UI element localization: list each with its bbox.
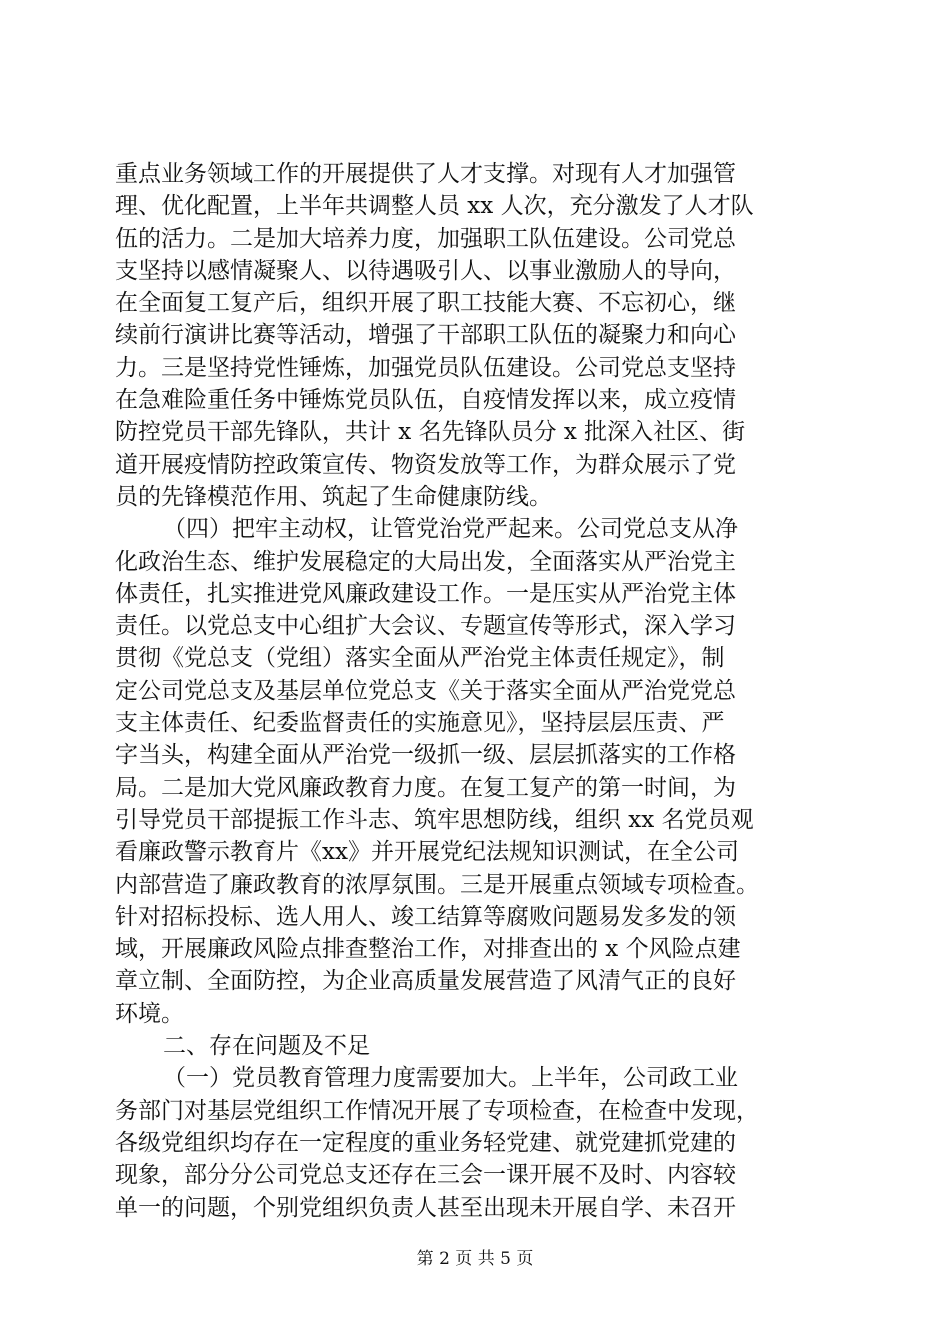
text-line: 引导党员干部提振工作斗志、筑牢思想防线，组织 xx 名党员观 — [115, 806, 754, 833]
text-line: 务部门对基层党组织工作情况开展了专项检查，在检查中发现， — [115, 1097, 759, 1124]
text-line: 化政治生态、维护发展稳定的大局出发，全面落实从严治党主 — [115, 548, 736, 575]
text-line: 单一的问题，个别党组织负责人甚至出现未开展自学、未召开 — [115, 1194, 736, 1221]
text-line: 在全面复工复产后，组织开展了职工技能大赛、不忘初心，继 — [115, 290, 736, 317]
text-line: 体责任，扎实推进党风廉政建设工作。一是压实从严治党主体 — [115, 580, 736, 607]
text-line: 字当头，构建全面从严治党一级抓一级、层层抓落实的工作格 — [115, 742, 736, 769]
text-line: 定公司党总支及基层单位党总支《关于落实全面从严治党党总 — [115, 677, 736, 704]
text-line: 支坚持以感情凝聚人、以待遇吸引人、以事业激励人的导向， — [115, 257, 736, 284]
text-line: 域，开展廉政风险点排查整治工作，对排查出的 x 个风险点建 — [115, 936, 741, 963]
text-line: 二、存在问题及不足 — [163, 1033, 370, 1060]
text-line: 看廉政警示教育片《xx》并开展党纪法规知识测试，在全公司 — [115, 839, 739, 866]
text-line: 责任。以党总支中心组扩大会议、专题宣传等形式，深入学习 — [115, 613, 736, 640]
text-line: 支主体责任、纪委监督责任的实施意见》，坚持层层压责、严 — [115, 710, 725, 737]
text-line: 各级党组织均存在一定程度的重业务轻党建、就党建抓党建的 — [115, 1129, 736, 1156]
text-line: 章立制、全面防控，为企业高质量发展营造了风清气正的良好 — [115, 968, 736, 995]
text-line: （四）把牢主动权，让管党治党严起来。公司党总支从净 — [163, 516, 738, 543]
text-line: 力。三是坚持党性锤炼，加强党员队伍建设。公司党总支坚持 — [115, 354, 736, 381]
text-line: 重点业务领域工作的开展提供了人才支撑。对现有人才加强管 — [115, 161, 736, 187]
text-line: 续前行演讲比赛等活动，增强了干部职工队伍的凝聚力和向心 — [115, 322, 736, 349]
text-line: 在急难险重任务中锤炼党员队伍，自疫情发挥以来，成立疫情 — [115, 387, 736, 414]
text-line: 理、优化配置，上半年共调整人员 xx 人次，充分激发了人才队 — [115, 193, 754, 220]
text-line: 内部营造了廉政教育的浓厚氛围。三是开展重点领域专项检查。 — [115, 871, 759, 898]
text-line: 防控党员干部先锋队，共计 x 名先锋队员分 x 批深入社区、街 — [115, 419, 746, 446]
text-line: （一）党员教育管理力度需要加大。上半年，公司政工业 — [163, 1065, 738, 1092]
text-line: 员的先锋模范作用、筑起了生命健康防线。 — [115, 483, 552, 510]
text-line: 道开展疫情防控政策宣传、物资发放等工作，为群众展示了党 — [115, 451, 736, 478]
page-footer: 第 2 页 共 5 页 — [416, 1249, 534, 1269]
text-line: 环境。 — [115, 1000, 184, 1027]
text-line: 伍的活力。二是加大培养力度，加强职工队伍建设。公司党总 — [115, 225, 736, 252]
text-line: 针对招标投标、选人用人、竣工结算等腐败问题易发多发的领 — [115, 903, 736, 930]
document-body — [115, 158, 835, 1224]
text-line: 贯彻《党总支（党组）落实全面从严治党主体责任规定》，制 — [115, 645, 725, 672]
text-line: 现象，部分分公司党总支还存在三会一课开展不及时、内容较 — [115, 1162, 736, 1189]
text-line: 局。二是加大党风廉政教育力度。在复工复产的第一时间，为 — [115, 774, 736, 801]
